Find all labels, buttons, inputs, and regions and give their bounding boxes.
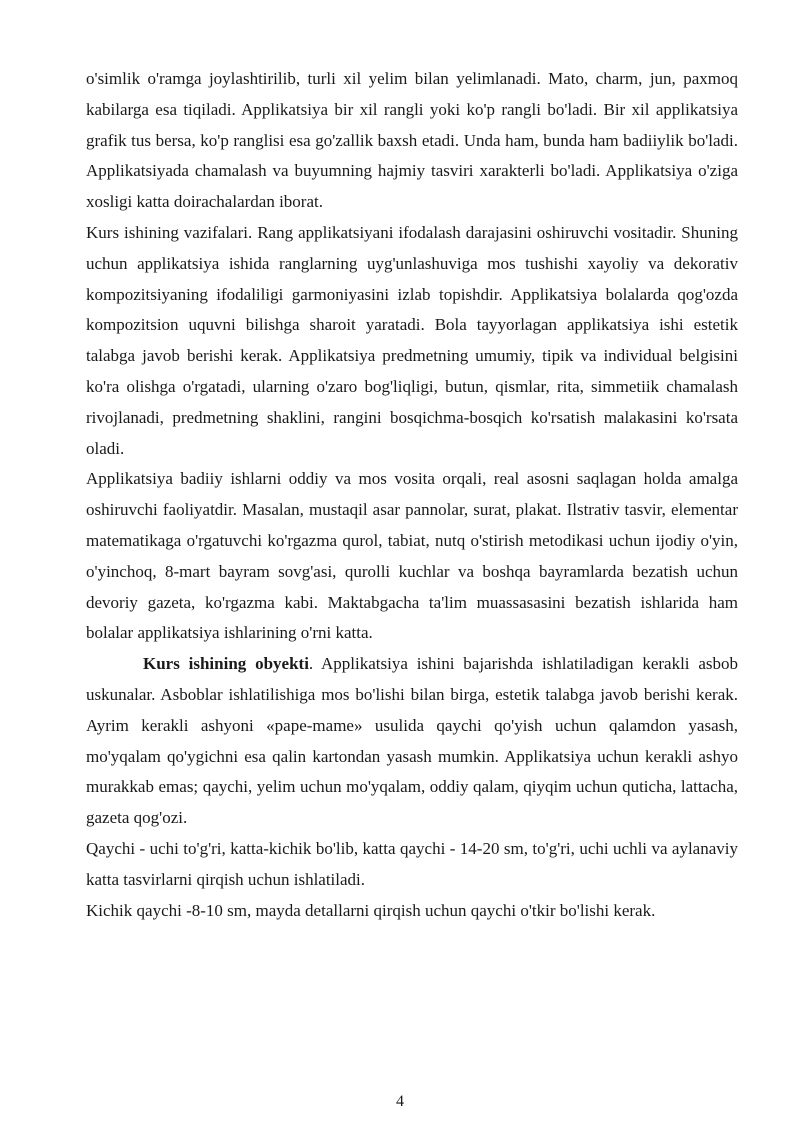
paragraph-course-object [86,649,738,834]
paragraph-large-scissors: Qaychi - uchi to'g'ri, katta-kichik bo'lib, katta qaychi - 14-20 sm, to'g'ri, uchi uchli va aylanaviy katta tasvirlarni qirqish uchun ishlatiladi. [86,838,738,889]
document-page [86,64,738,926]
course-object-heading: Kurs ishining obyekti [143,654,309,674]
page-number: 4 [396,1093,404,1110]
paragraph-applikatsiya-types: o'simlik o'ramga joylashtirilib, turli xil yelim bilan yelimlanadi. Mato, charm, jun, paxmoq kabilarga esa tiqiladi. Applikatsiya bir xil rangli yoki ko'p rangli bo'ladi. Bir xil applikatsiya grafik tus bersa, ko'p ranglisi esa go'zallik baxsh etadi. Unda ham, bunda ham badiiylik bo'ladi. Applikatsiyada chamalash va buyumning hajmiy tasviri xarakterli bo'ladi. Applikatsiya o'ziga xosligi katta doirachalardan iborat. [86,69,738,212]
course-object-text: . Applikatsiya ishini bajarishda ishlatiladigan kerakli asbob uskunalar. Asboblar ishlatilishiga mos bo'lishi bilan birga, estetik talabga javob berishi kerak. Ayrim kerakli ashyoni «pape-mame» usulida qaychi qo'yish uchun qalamdon yasash, mo'yqalam qo'ygichni esa qalin kartondan yasash mumkin. Applikatsiya uchun kerakli ashyo murakkab emas; qaychi, yelim uchun mo'yqalam, oddiy qalam, qiyqim uchun quticha, lattacha, gazeta qog'ozi. [86,654,738,828]
paragraph-applikatsiya-activity: Applikatsiya badiiy ishlarni oddiy va mos vosita orqali, real asosni saqlagan holda amalga oshiruvchi faoliyatdir. Masalan, mustaqil asar pannolar, surat, plakat. Ilstrativ tasvir, elementar matematikaga o'rgatuvchi ko'rgazma qurol, tabiat, nutq o'stirish metodikasi uchun ijodiy o'yin, o'yinchoq, 8-mart bayram sovg'asi, qurolli kuchlar va boshqa bayramlarda bezatish uchun devoriy gazeta, ko'rgazma kabi. Maktabgacha ta'lim muassasasini bezatish ishlarida ham bolalar applikatsiya ishlarining o'rni katta. [86,469,738,643]
paragraph-small-scissors: Kichik qaychi -8-10 sm, mayda detallarni qirqish uchun qaychi o'tkir bo'lishi kerak. [86,900,656,920]
paragraph-course-tasks: Kurs ishining vazifalari. Rang applikatsiyani ifodalash darajasini oshiruvchi vositadir. Shuning uchun applikatsiya ishida ranglarning uyg'unlashuviga mos tushishi xayoliy va dekorativ kompozitsiyaning ifodaliligi garmoniyasini izlab topishdir. Applikatsiya bolalarda qog'ozda kompozitsion uquvni bilishga sharoit yaratadi. Bola tayyorlagan applikatsiya ishi estetik talabga javob berishi kerak. Applikatsiya predmetning umumiy, tipik va individual belgisini ko'ra olishga o'rgatadi, ularning o'zaro bog'liqligi, butun, qismlar, rita, simmetiik chamalash rivojlanadi, predmetning shaklini, rangini bosqichma-bosqich ko'rsatish malakasini ko'rsata oladi. [86,222,738,458]
